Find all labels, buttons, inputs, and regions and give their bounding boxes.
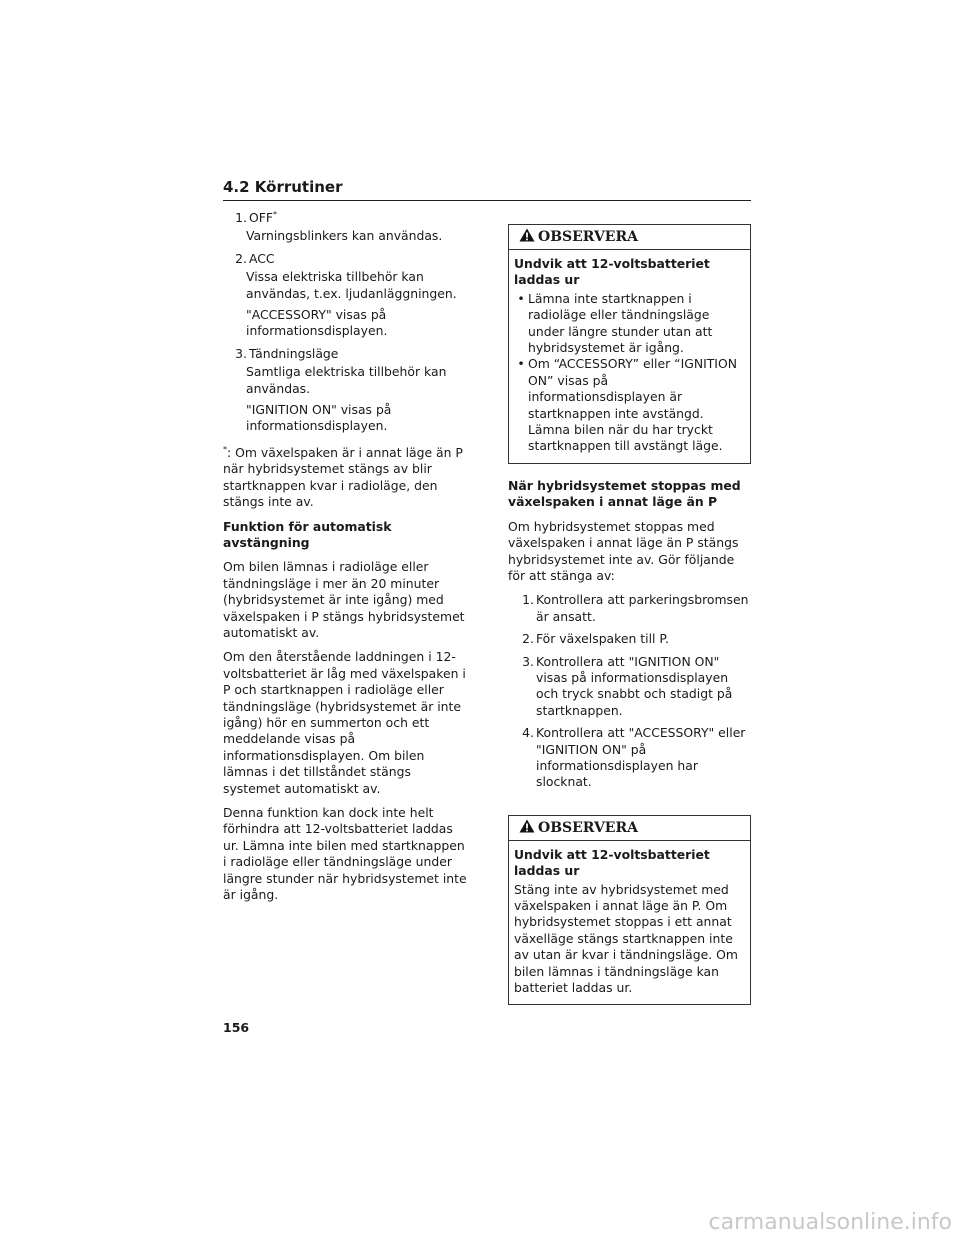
footnote bbox=[223, 445, 471, 511]
mode-item-ignition bbox=[223, 346, 471, 435]
watermark: carmanualsonline.info bbox=[708, 1210, 952, 1235]
left-column bbox=[223, 210, 471, 911]
paragraph: Om den återstående laddningen i 12-voltsbatteriet är låg med växelspaken i P och startknappen i radioläge eller tändningsläge (hybridsystemet är inte igång) hör en summerton och ett meddelande visas på informationsdisplayen. Om bilen lämnas i det tillståndet stängs systemet automatiskt av. bbox=[223, 649, 466, 796]
mode-description: Varningsblinkers kan användas. bbox=[246, 228, 443, 244]
notice-text: Stäng inte av hybridsystemet med växelspaken i annat läge än P. Om hybridsystemet stoppas i ett annat växelläge stängs startknappen inte av utan är kvar i tändningsläge. Om bilen lämnas i tändningsläge kan batteriet laddas ur. bbox=[514, 881, 738, 996]
step-number: 4. bbox=[522, 725, 534, 741]
page-number: 156 bbox=[223, 1020, 250, 1035]
notice-bullet bbox=[514, 356, 745, 454]
notice-bullet bbox=[514, 291, 745, 357]
mode-description: "ACCESSORY" visas på informationsdisplayen. bbox=[246, 307, 388, 339]
mode-item-acc bbox=[223, 251, 471, 340]
step-text: För växelspaken till P. bbox=[536, 631, 669, 647]
header-rule bbox=[223, 200, 751, 201]
notice-header bbox=[509, 816, 750, 841]
warning-icon bbox=[519, 228, 535, 246]
notice-title: Undvik att 12-voltsbatteriet laddas ur bbox=[514, 846, 710, 879]
mode-label: Tändningsläge bbox=[249, 345, 339, 361]
warning-icon bbox=[519, 819, 535, 837]
step-text: Kontrollera att parkeringsbromsen är ansatt. bbox=[536, 592, 749, 624]
mode-description: Samtliga elektriska tillbehör kan användas. bbox=[246, 364, 447, 396]
stop-heading: När hybridsystemet stoppas med växelspaken i annat läge än P bbox=[508, 477, 741, 510]
mode-number: 2. bbox=[235, 250, 247, 266]
step-item bbox=[518, 654, 751, 720]
paragraph: Om bilen lämnas i radioläge eller tändningsläge i mer än 20 minuter (hybridsystemet är inte igång) med växelspaken i P stängs hybridsystemet automatiskt av. bbox=[223, 559, 465, 640]
auto-off-heading: Funktion för automatisk avstängning bbox=[223, 518, 392, 550]
step-list bbox=[518, 592, 751, 790]
bullet-dot: • bbox=[517, 290, 525, 306]
notice-box bbox=[508, 815, 751, 1006]
mode-number: 1. bbox=[235, 210, 247, 225]
section-title: 4.2 Körrutiner bbox=[223, 178, 343, 196]
bullet-dot: • bbox=[517, 356, 525, 372]
mode-label: OFF bbox=[249, 210, 274, 225]
mode-description: Vissa elektriska tillbehör kan användas, t.ex. ljudanläggningen. bbox=[246, 269, 457, 301]
notice-header bbox=[509, 225, 750, 250]
mode-item-off bbox=[223, 210, 471, 245]
footnote-text: : Om växelspaken är i annat läge än P när hybridsystemet stängs av blir startknappen kvar i radioläge, den stängs inte av. bbox=[223, 444, 463, 510]
mode-label: ACC bbox=[249, 250, 275, 266]
step-text: Kontrollera att "ACCESSORY" eller "IGNITION ON" på informationsdisplayen har slocknat. bbox=[536, 725, 746, 790]
step-item bbox=[518, 592, 751, 625]
notice-title: Undvik att 12-voltsbatteriet laddas ur bbox=[514, 256, 710, 288]
notice-label: OBSERVERA bbox=[538, 819, 638, 836]
stop-intro: Om hybridsystemet stoppas med växelspaken i annat läge än P stängs hybridsystemet inte av. Gör följande för att stänga av: bbox=[508, 518, 739, 583]
bullet-text: Lämna inte startknappen i radioläge eller tändningsläge under längre stunder utan att hybridsystemet är igång. bbox=[528, 290, 713, 356]
step-text: Kontrollera att "IGNITION ON" visas på informationsdisplayen och tryck snabbt och stadigt på startknappen. bbox=[536, 653, 733, 718]
step-number: 1. bbox=[522, 592, 534, 608]
mode-description: "IGNITION ON" visas på informationsdisplayen. bbox=[246, 402, 392, 434]
notice-label: OBSERVERA bbox=[538, 228, 638, 245]
notice-box bbox=[508, 224, 751, 464]
footnote-mark: * bbox=[223, 444, 227, 454]
step-number: 3. bbox=[522, 653, 534, 669]
paragraph: Denna funktion kan dock inte helt förhindra att 12-voltsbatteriet laddas ur. Lämna inte bilen med startknappen i radioläge eller tändningsläge under längre stunder när hybridsystemet inte är igång. bbox=[223, 805, 467, 903]
step-item bbox=[518, 725, 751, 791]
mode-number: 3. bbox=[235, 345, 247, 361]
right-column bbox=[508, 224, 751, 1019]
step-number: 2. bbox=[522, 631, 534, 647]
footnote-marker: * bbox=[273, 209, 278, 219]
bullet-text: Om “ACCESSORY” eller “IGNITION ON” visas på informationsdisplayen är startknappen inte avstängd. Lämna bilen när du har tryckt startknappen till avstängt läge. bbox=[528, 356, 737, 454]
step-item bbox=[518, 631, 751, 647]
